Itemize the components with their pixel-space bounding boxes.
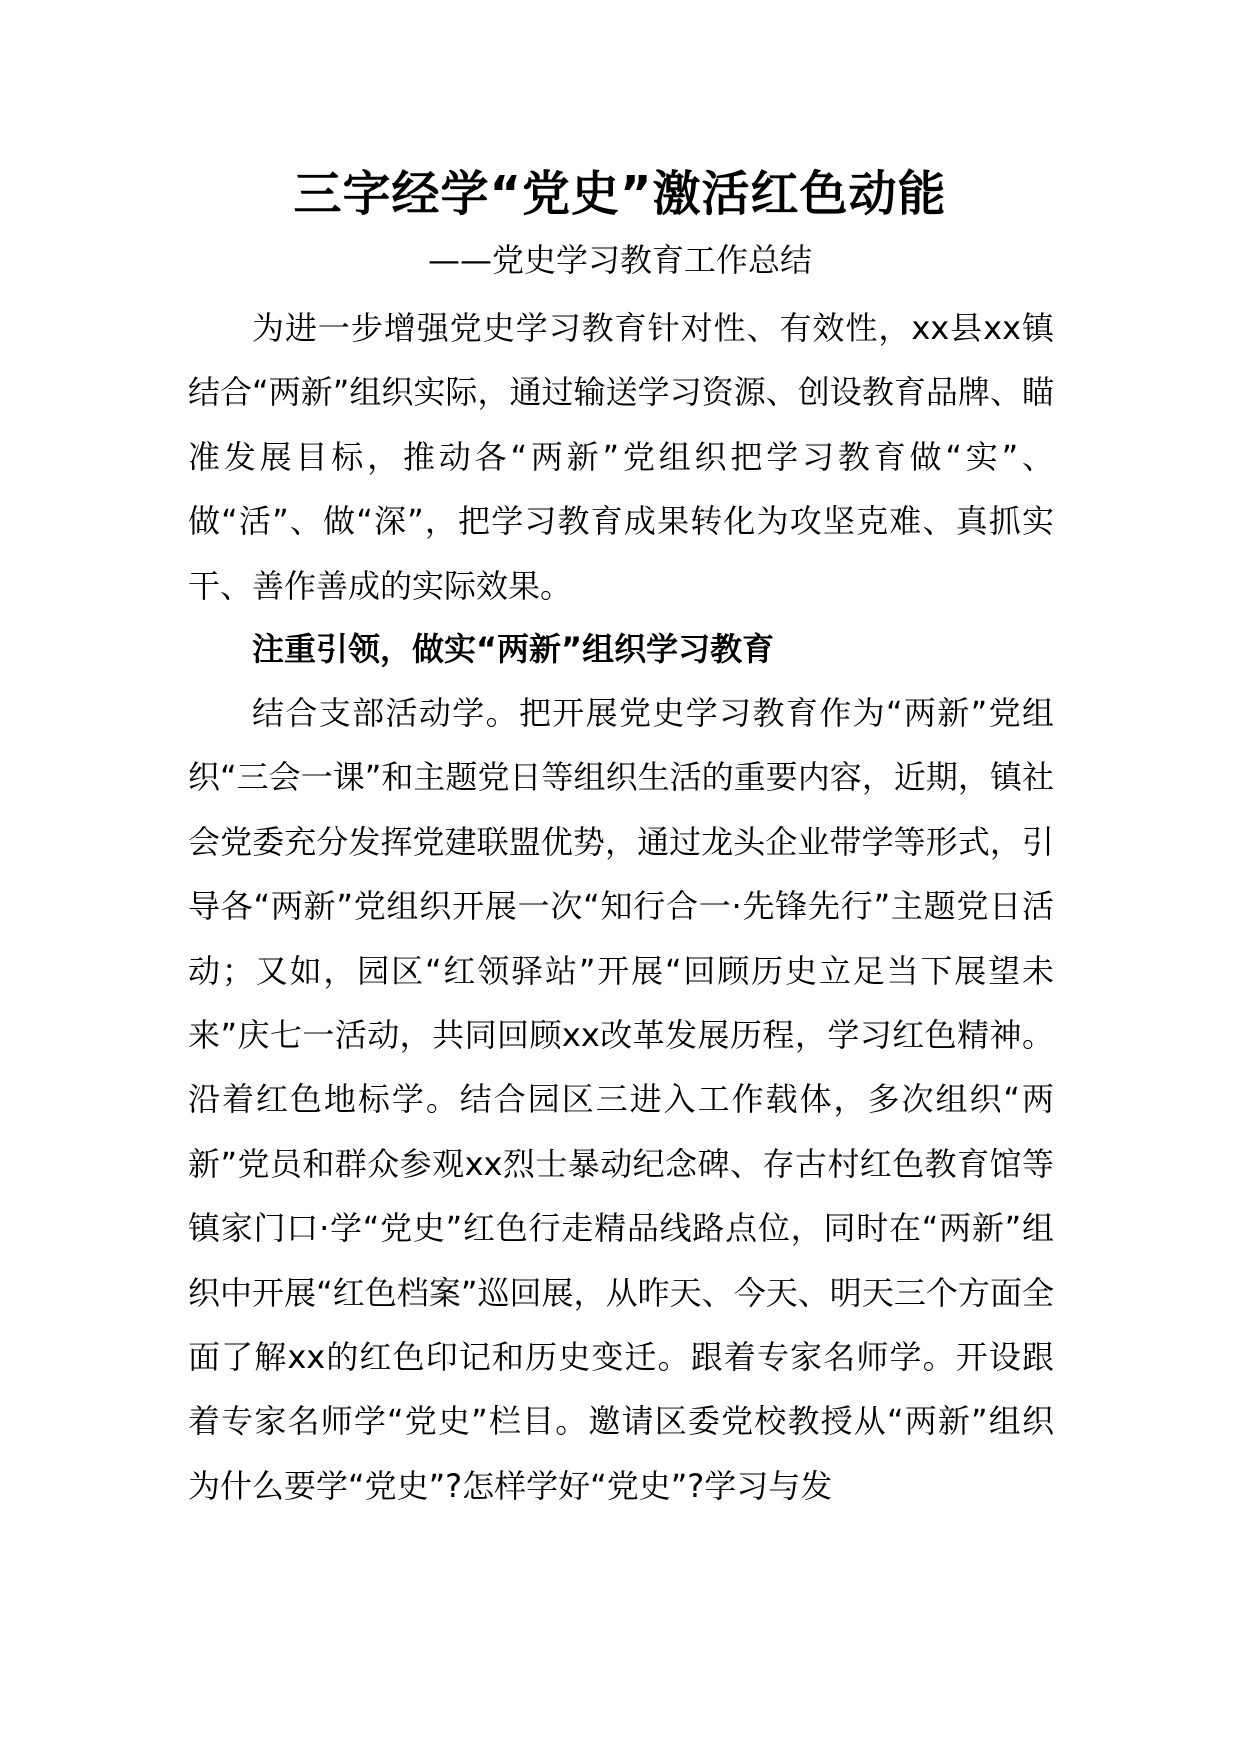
document-subtitle: ——党史学习教育工作总结 <box>427 241 812 279</box>
section-paragraph: 结合支部活动学。把开展党史学习教育作为“两新”党组织“三会一课”和主题党日等组织生活的重要内容，近期，镇社会党委充分发挥党建联盟优势，通过龙头企业带学等形式，引导各“两新”党组织开展一次“知行合一·先锋先行”主题党日活动；又如，园区“红领驿站”开展“回顾历史立足当下展望未来”庆七一活动，共同回顾xx改革发展历程，学习红色精神。沿着红色地标学。结合园区三进入工作载体，多次组织“两新”党员和群众参观xx烈士暴动纪念碑、存古村红色教育馆等镇家门口·学“党史”红色行走精品线路点位，同时在“两新”组织中开展“红色档案”巡回展，从昨天、今天、明天三个方面全面了解xx的红色印记和历史变迁。跟着专家名师学。开设跟着专家名师学“党史”栏目。邀请区委党校教授从“两新”组织为什么要学“党史”?怎样学好“党史”?学习与发 <box>188 694 1054 1505</box>
document-title: 三字经学“党史”激活红色动能 <box>293 166 947 222</box>
intro-paragraph: 为进一步增强党史学习教育针对性、有效性，xx县xx镇结合“两新”组织实际，通过输送学习资源、创设教育品牌、瞄准发展目标，推动各“两新”党组织把学习教育做“实”、做“活”、做“深”，把学习教育成果转化为攻坚克难、真抓实干、善作善成的实际效果。 <box>188 309 1054 605</box>
section-heading: 注重引领，做实“两新”组织学习教育 <box>252 630 775 668</box>
